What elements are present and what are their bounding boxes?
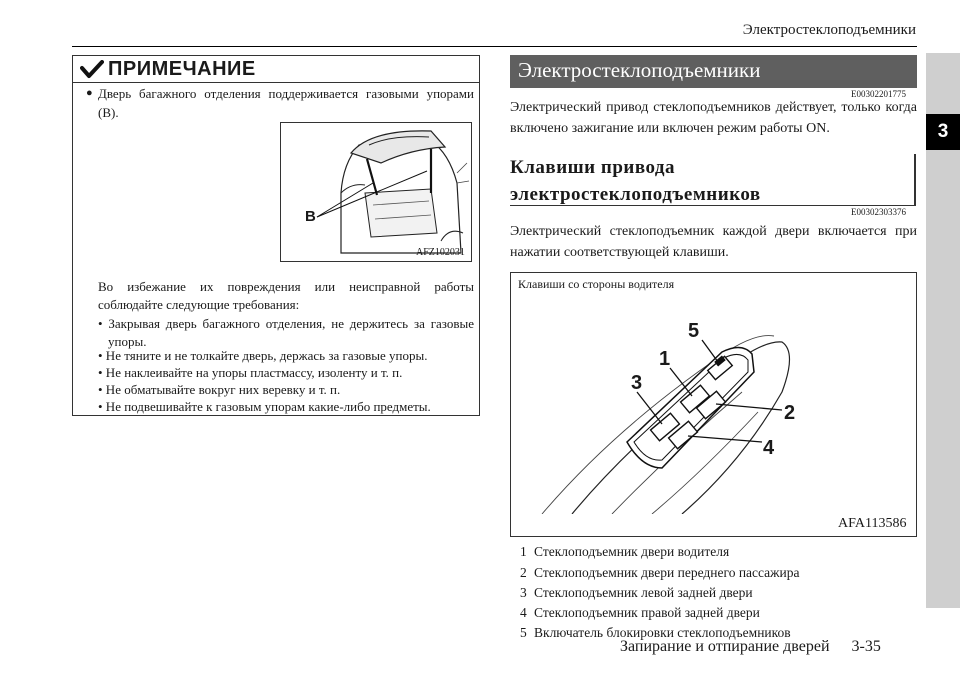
- subsection-rule-vertical: [914, 154, 916, 206]
- callout-5: 5: [688, 320, 700, 342]
- subsection-rule-horizontal: [510, 205, 916, 206]
- bullet-dot: ●: [86, 87, 93, 99]
- legend-num: 1: [520, 544, 527, 559]
- callout-2: 2: [784, 402, 796, 424]
- figure-code: AFZ102031: [416, 247, 465, 258]
- footer-section: Запирание и отпирание дверей: [620, 638, 830, 655]
- callout-1: 1: [659, 348, 671, 370]
- window-switch-illustration: [512, 292, 915, 514]
- figure-caption: Клавиши со стороны водителя: [518, 277, 675, 291]
- note-list-item: • Не наклеивайте на упоры пластмассу, изоленту и т. п.: [98, 365, 403, 380]
- note-check-icon: [80, 60, 104, 80]
- page-header-title: Электростеклоподъемники: [742, 22, 916, 38]
- chapter-tab: 3: [926, 114, 960, 150]
- page-footer: [620, 638, 881, 656]
- note-bullet-text: Дверь багажного отделения поддерживается газовыми упорами (B).: [98, 86, 474, 120]
- section-title: Электростеклоподъемники: [518, 58, 761, 82]
- legend-item: [520, 585, 753, 601]
- legend-num: 4: [520, 605, 527, 620]
- subsection-text: Электрический стеклоподъемник каждой двери включается при нажатии соответствующей клавиши.: [510, 224, 917, 260]
- subsection-title-line1: Клавиши привода: [510, 157, 676, 178]
- legend-num: 2: [520, 565, 527, 580]
- note-list-item: • Не подвешивайте к газовым упорам какие-либо предметы.: [98, 399, 431, 414]
- tailgate-illustration: [281, 123, 471, 261]
- figure2-code: AFA113586: [838, 516, 907, 531]
- legend-text: Стеклоподъемник правой задней двери: [534, 605, 760, 620]
- callout-4: 4: [763, 437, 775, 459]
- section-text: Электрический привод стеклоподъемников действует, только когда включено зажигание или включен режим работы ON.: [510, 100, 917, 136]
- note-list-item: • Не обматывайте вокруг них веревку и т. п.: [98, 382, 341, 397]
- header-rule: [72, 46, 917, 47]
- note-list-item: • Не тяните и не толкайте дверь, держась за газовые упоры.: [98, 348, 428, 363]
- legend-item: [520, 605, 760, 621]
- legend-item: [520, 544, 729, 560]
- tailgate-figure: [280, 122, 472, 262]
- callout-3: 3: [631, 372, 643, 394]
- note-paragraph: Во избежание их повреждения или неисправной работы соблюдайте следующие требования:: [98, 279, 474, 312]
- note-heading: ПРИМЕЧАНИЕ: [108, 58, 256, 80]
- legend-text: Включатель блокировки стеклоподъемников: [534, 625, 791, 640]
- legend-num: 3: [520, 585, 527, 600]
- legend-num: 5: [520, 625, 527, 640]
- legend-text: Стеклоподъемник двери водителя: [534, 544, 730, 559]
- section-code: E00302201775: [851, 89, 906, 99]
- legend-text: Стеклоподъемник левой задней двери: [534, 585, 753, 600]
- tailgate-callout-b: B: [305, 208, 316, 225]
- page-number: 3-35: [851, 638, 881, 655]
- subsection-title-line2: электростеклоподъемников: [510, 184, 761, 205]
- legend-text: Стеклоподъемник двери переднего пассажира: [534, 565, 800, 580]
- subsection-title: [510, 154, 910, 208]
- note-list-item: • Закрывая дверь багажного отделения, не держитесь за газовые упоры.: [98, 316, 474, 349]
- subsection-code: E00302303376: [851, 207, 906, 217]
- legend-item: [520, 565, 799, 581]
